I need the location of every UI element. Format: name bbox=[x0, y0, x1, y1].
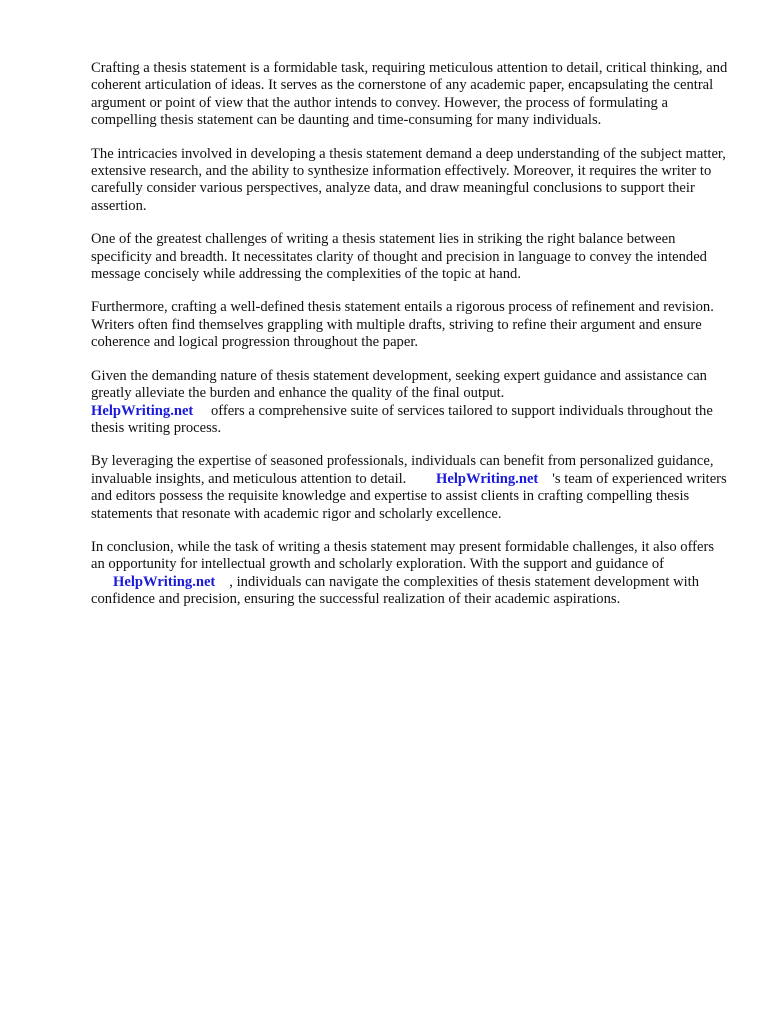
paragraph-2-text: The intricacies involved in developing a thesis statement demand a deep understanding of the subject matter, extensive research, and the ability to synthesize information effectively. Moreover, it requires the writer to carefully consider various perspectives, analyze data, and draw meaningful conclusions to support their assertion. bbox=[91, 145, 726, 214]
paragraph-6-text-after: 's team of experienced writers and editors possess the requisite knowledge and expertise to assist clients in crafting compelling thesis statements that resonate with academic rigor and scholarly excellence. bbox=[91, 470, 727, 522]
paragraph-4 bbox=[91, 299, 731, 351]
paragraph-5-text-after: offers a comprehensive suite of services tailored to support individuals throughout the thesis writing process. bbox=[91, 402, 713, 436]
paragraph-7-text-before: In conclusion, while the task of writing a thesis statement may present formidable challenges, it also offers an opportunity for intellectual growth and scholarly exploration. With the support and guidance of bbox=[91, 538, 715, 573]
paragraph-5-text-before: Given the demanding nature of thesis statement development, seeking expert guidance and assistance can greatly alleviate the burden and enhance the quality of the final output. bbox=[91, 367, 707, 402]
helpwriting-link-3[interactable]: HelpWriting.net bbox=[113, 573, 216, 590]
paragraph-7 bbox=[91, 539, 731, 609]
paragraph-5 bbox=[91, 368, 731, 438]
paragraph-1 bbox=[91, 60, 731, 130]
helpwriting-link-1[interactable]: HelpWriting.net bbox=[91, 402, 194, 419]
paragraph-3 bbox=[91, 231, 731, 283]
paragraph-6-text-before: By leveraging the expertise of seasoned professionals, individuals can benefit from personalized guidance, invaluable insights, and meticulous attention to detail. bbox=[91, 453, 714, 487]
paragraph-1-text: Crafting a thesis statement is a formidable task, requiring meticulous attention to detail, critical thinking, and coherent articulation of ideas. It serves as the cornerstone of any academic paper, encapsulating the central argument or point of view that the author intends to convey. However, the process of formulating a compelling thesis statement can be daunting and time-consuming for many individuals. bbox=[91, 60, 728, 129]
paragraph-6 bbox=[91, 453, 731, 523]
document-body bbox=[91, 60, 731, 625]
helpwriting-link-2[interactable]: HelpWriting.net bbox=[435, 470, 539, 487]
paragraph-4-text: Furthermore, crafting a well-defined thesis statement entails a rigorous process of refinement and revision. Writers often find themselves grappling with multiple drafts, striving to refine their argument and ensure coherence and logical progression throughout the paper. bbox=[91, 299, 714, 351]
paragraph-3-text: One of the greatest challenges of writing a thesis statement lies in striking the right balance between specificity and breadth. It necessitates clarity of thought and precision in language to convey the intended message concisely while addressing the complexities of the topic at hand. bbox=[91, 231, 707, 283]
paragraph-2 bbox=[91, 146, 731, 216]
paragraph-7-text-after: , individuals can navigate the complexities of thesis statement development with confidence and precision, ensuring the successful realization of their academic aspirations. bbox=[91, 573, 700, 608]
